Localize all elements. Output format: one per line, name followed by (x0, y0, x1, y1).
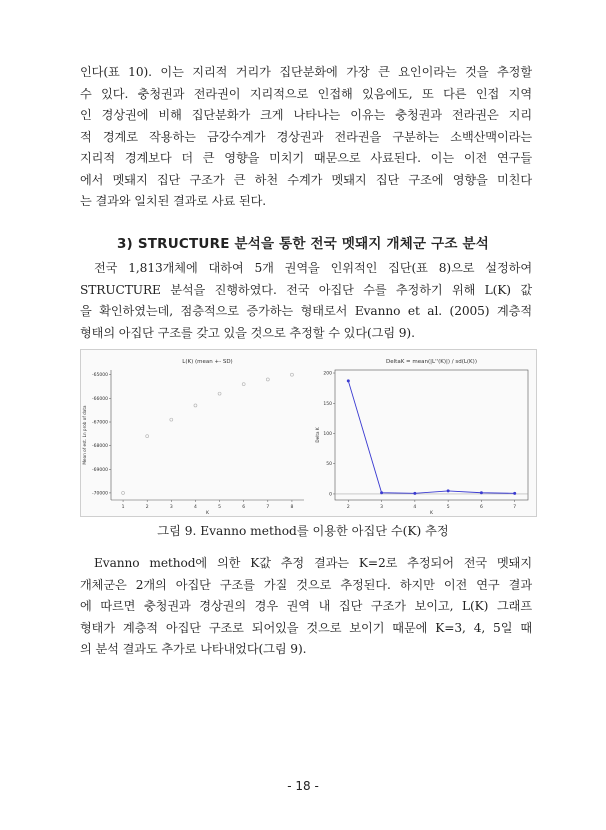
paragraph-line: 에서 멧돼지 집단 구조가 큰 하천 수계가 멧돼지 집단 구조에 영향을 미친다 (80, 172, 532, 187)
figure-caption: 그림 9. Evanno method를 이용한 아집단 수(K) 추정 (157, 524, 449, 538)
data-point (513, 492, 516, 495)
paragraph-line: 인다(표 10). 이는 지리적 거리가 집단분화에 가장 큰 요인이라는 것을 추정할 (80, 65, 532, 79)
x-axis-label: K (430, 511, 433, 516)
x-tick-label: 2 (145, 505, 149, 510)
paragraph-3 (80, 553, 532, 661)
paragraph-line: 의 분석 결과도 추가로 나타내었다(그림 9). (80, 642, 307, 656)
data-point (290, 373, 293, 376)
data-point (170, 418, 173, 421)
data-point (380, 491, 383, 494)
figure-evanno (80, 349, 537, 517)
data-point (413, 492, 416, 495)
paragraph-line: 인 경상권에 비해 집단분화가 크게 나타나는 이유는 충청권과 전라권은 지리 (80, 108, 532, 122)
paragraph-line: 지리적 경계보다 더 큰 영향을 미치기 때문으로 사료된다. 이는 이전 연구들 (80, 151, 532, 165)
y-tick-label: 50 (326, 462, 332, 468)
x-tick-label: 8 (290, 505, 294, 510)
data-point (146, 435, 149, 438)
y-tick-label: -66000 (92, 396, 108, 402)
x-tick-label: 7 (513, 505, 517, 510)
paragraph-line: 수 있다. 충청권과 전라권이 지리적으로 인접해 있음에도, 또 다른 인접 지역 (80, 86, 532, 101)
x-tick-label: 5 (218, 505, 221, 510)
chart-title: L(K) (mean +- SD) (182, 359, 233, 365)
data-point (480, 491, 483, 494)
y-tick-label: -65000 (92, 373, 108, 379)
x-tick-label: 3 (169, 505, 173, 510)
paragraph-line: 적 경계로 작용하는 금강수계가 경상권과 전라권을 구분하는 소백산맥이라는 (80, 129, 532, 144)
x-tick-label: 4 (194, 505, 197, 510)
x-tick-label: 4 (413, 505, 417, 510)
series-line (348, 381, 514, 493)
paragraph-1 (80, 62, 532, 213)
data-point (122, 491, 125, 494)
x-tick-label: 6 (479, 505, 483, 510)
y-axis-label: Mean of est. Ln prob of data (82, 405, 87, 465)
section-heading: 3) STRUCTURE 분석을 통한 전국 멧돼지 개체군 구조 분석 (116, 236, 490, 252)
data-point (266, 378, 269, 381)
paragraph-line: 을 확인하였는데, 점층적으로 증가하는 형태로서 Evanno et al. (2005) 계층적 (80, 304, 532, 318)
y-tick-label: -68000 (92, 444, 108, 450)
x-tick-label: 7 (266, 505, 270, 510)
y-tick-label: 200 (323, 371, 332, 377)
x-tick-label: 2 (346, 505, 350, 510)
paragraph-line: 형태가 계층적 아집단 구조로 되어있을 것으로 보이기 때문에 K=3, 4, 5일 때 (80, 620, 532, 635)
y-tick-label: -67000 (92, 420, 108, 426)
y-tick-label: 150 (323, 401, 332, 407)
y-axis-label: Delta K (315, 427, 320, 443)
paragraph-line: 에 따르면 충청권과 경상권의 경우 권역 내 집단 구조가 보이고, L(K) 그래프 (80, 599, 532, 613)
page-number: - 18 - (287, 779, 319, 793)
data-point (347, 379, 350, 382)
paragraph-line: 형태의 아집단 구조를 갖고 있을 것으로 추정할 수 있다(그림 9). (80, 325, 415, 340)
y-tick-label: -69000 (92, 467, 108, 473)
x-axis-label: K (206, 511, 209, 516)
x-tick-label: 5 (446, 505, 450, 510)
paragraph-2 (80, 258, 532, 344)
y-tick-label: 0 (329, 492, 332, 498)
data-point (242, 383, 245, 386)
paragraph-line: 는 결과와 일치된 결과로 사료 된다. (80, 194, 267, 208)
chart-title: DeltaK = mean(|L''(K)|) / sd(L(K)) (386, 359, 477, 365)
figure-charts (81, 350, 536, 516)
x-tick-label: 6 (242, 505, 246, 510)
paragraph-line: Evanno method에 의한 K값 추정 결과는 K=2로 추정되어 전국 멧돼지 (94, 556, 532, 570)
data-point (194, 404, 197, 407)
data-point (218, 392, 221, 395)
paragraph-line: STRUCTURE 분석을 진행하였다. 전국 아집단 수를 추정하기 위해 L(K) 값 (80, 282, 532, 297)
y-tick-label: 100 (323, 431, 332, 437)
x-tick-label: 1 (121, 505, 125, 510)
paragraph-line: 전국 1,813개체에 대하여 5개 권역을 인위적인 집단(표 8)으로 설정하여 (94, 261, 532, 275)
y-tick-label: -70000 (92, 491, 108, 497)
data-point (447, 489, 450, 492)
x-tick-label: 3 (380, 505, 384, 510)
paragraph-line: 개체군은 2개의 아집단 구조를 가질 것으로 추정된다. 하지만 이전 연구 결과 (80, 577, 532, 592)
